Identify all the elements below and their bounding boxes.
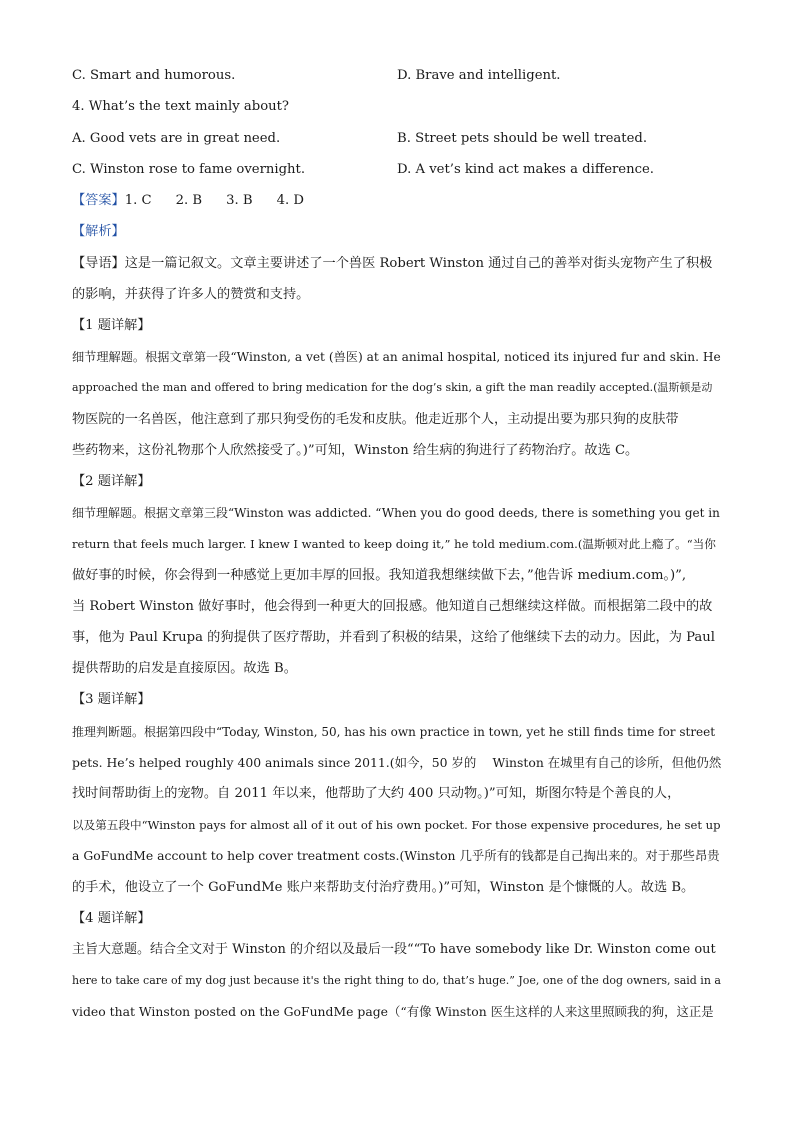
- detail4-line-2: here to take care of my dog just because it's the right thing to do, that’s huge.” Joe, one of the dog owners, said in a: [72, 974, 721, 987]
- detail2-line-4: 当 Robert Winston 做好事时，他会得到一种更大的回报感。他知道自己想继续这样做。而根据第二段中的故: [72, 599, 713, 614]
- detail4-heading: 【4 题详解】: [72, 911, 151, 926]
- detail1-heading: 【1 题详解】: [72, 318, 151, 333]
- detail1-line-1: 细节理解题。根据文章第一段“Winston, a vet (兽医) at an animal hospital, noticed its injured fur and skin. He: [72, 350, 721, 364]
- answer-label: 【答案】: [72, 193, 125, 208]
- answer-item-3: 3. B: [226, 193, 253, 208]
- detail3-line-6: 的手术，他设立了一个 GoFundMe 账户来帮助支付治疗费用。)”可知，Winston 是个慷慨的人。故选 B。: [72, 880, 695, 895]
- detail3-line-1: 推理判断题。根据第四段中“Today, Winston, 50, has his own practice in town, yet he still finds time for street: [72, 725, 716, 739]
- detail3-line-4: 以及第五段中“Winston pays for almost all of it out of his own pocket. For those expensive procedures, he set up: [72, 818, 721, 832]
- detail2-line-3: 做好事的时候，你会得到一种感觉上更加丰厚的回报。我知道我想继续做下去，”他告诉 medium.com。)”,: [72, 568, 687, 583]
- detail2-line-5: 事，他为 Paul Krupa 的狗提供了医疗帮助，并看到了积极的结果，这给了他继续下去的动力。因此，为 Paul: [72, 630, 715, 645]
- q4-option-d: D. A vet’s kind act makes a difference.: [397, 162, 654, 177]
- detail4-line-1: 主旨大意题。结合全文对于 Winston 的介绍以及最后一段““To have somebody like Dr. Winston come out: [72, 942, 716, 957]
- detail3-line-5: a GoFundMe account to help cover treatment costs.(Winston 几乎所有的钱都是自己掏出来的。对于那些昂贵: [72, 848, 720, 863]
- detail2-heading: 【2 题详解】: [72, 474, 151, 489]
- detail2-line-1: 细节理解题。根据文章第三段“Winston was addicted. “When you do good deeds, there is something you get in: [72, 506, 720, 520]
- q4-option-b: B. Street pets should be well treated.: [397, 131, 648, 146]
- guide-label: 【导语】: [72, 256, 125, 271]
- analysis-label: 【解析】: [72, 224, 125, 239]
- detail2-line-2: return that feels much larger. I knew I wanted to keep doing it,” he told medium.com.(温斯顿对此上瘾了。“当你: [72, 537, 716, 551]
- q3-option-c: C. Smart and humorous.: [72, 68, 236, 83]
- guide-line-2: 的影响，并获得了许多人的赞赏和支持。: [72, 287, 310, 302]
- q4-options-cd: [72, 160, 722, 180]
- detail3-line-2: pets. He’s helped roughly 400 animals since 2011.(如今，50 岁的 Winston 在城里有自己的诊所，但他仍然: [72, 755, 722, 770]
- q4-options-ab: [72, 129, 722, 149]
- detail3-heading: 【3 题详解】: [72, 692, 151, 707]
- answer-line: [72, 191, 722, 211]
- answer-item-4: 4. D: [276, 193, 304, 208]
- detail1-line-4: 些药物来，这份礼物那个人欣然接受了。)”可知，Winston 给生病的狗进行了药物治疗。故选 C。: [72, 443, 639, 458]
- detail4-line-3: video that Winston posted on the GoFundMe page（“有像 Winston 医生这样的人来这里照顾我的狗，这正是: [72, 1004, 714, 1019]
- guide-line-1: [72, 254, 722, 274]
- guide-text-1: 这是一篇记叙文。文章主要讲述了一个兽医 Robert Winston 通过自己的善举对街头宠物产生了积极: [124, 256, 713, 271]
- q3-options-cd: [72, 66, 722, 86]
- answer-item-1: 1. C: [124, 193, 152, 208]
- detail3-line-3: 找时间帮助街上的宠物。自 2011 年以来，他帮助了大约 400 只动物。)”可知，斯图尔特是个善良的人，: [72, 786, 681, 801]
- detail2-line-6: 提供帮助的启发是直接原因。故选 B。: [72, 661, 297, 676]
- q4-option-a: A. Good vets are in great need.: [72, 131, 281, 146]
- answer-item-2: 2. B: [175, 193, 203, 208]
- q4-option-c: C. Winston rose to fame overnight.: [72, 162, 306, 177]
- detail1-line-3: 物医院的一名兽医，他注意到了那只狗受伤的毛发和皮肤。他走近那个人，主动提出要为那只狗的皮肤带: [72, 412, 679, 427]
- detail1-line-2: approached the man and offered to bring medication for the dog’s skin, a gift the man readily accepted.(温斯顿是动: [72, 381, 713, 394]
- q4-stem: 4. What’s the text mainly about?: [72, 99, 290, 114]
- q3-option-d: D. Brave and intelligent.: [397, 68, 561, 83]
